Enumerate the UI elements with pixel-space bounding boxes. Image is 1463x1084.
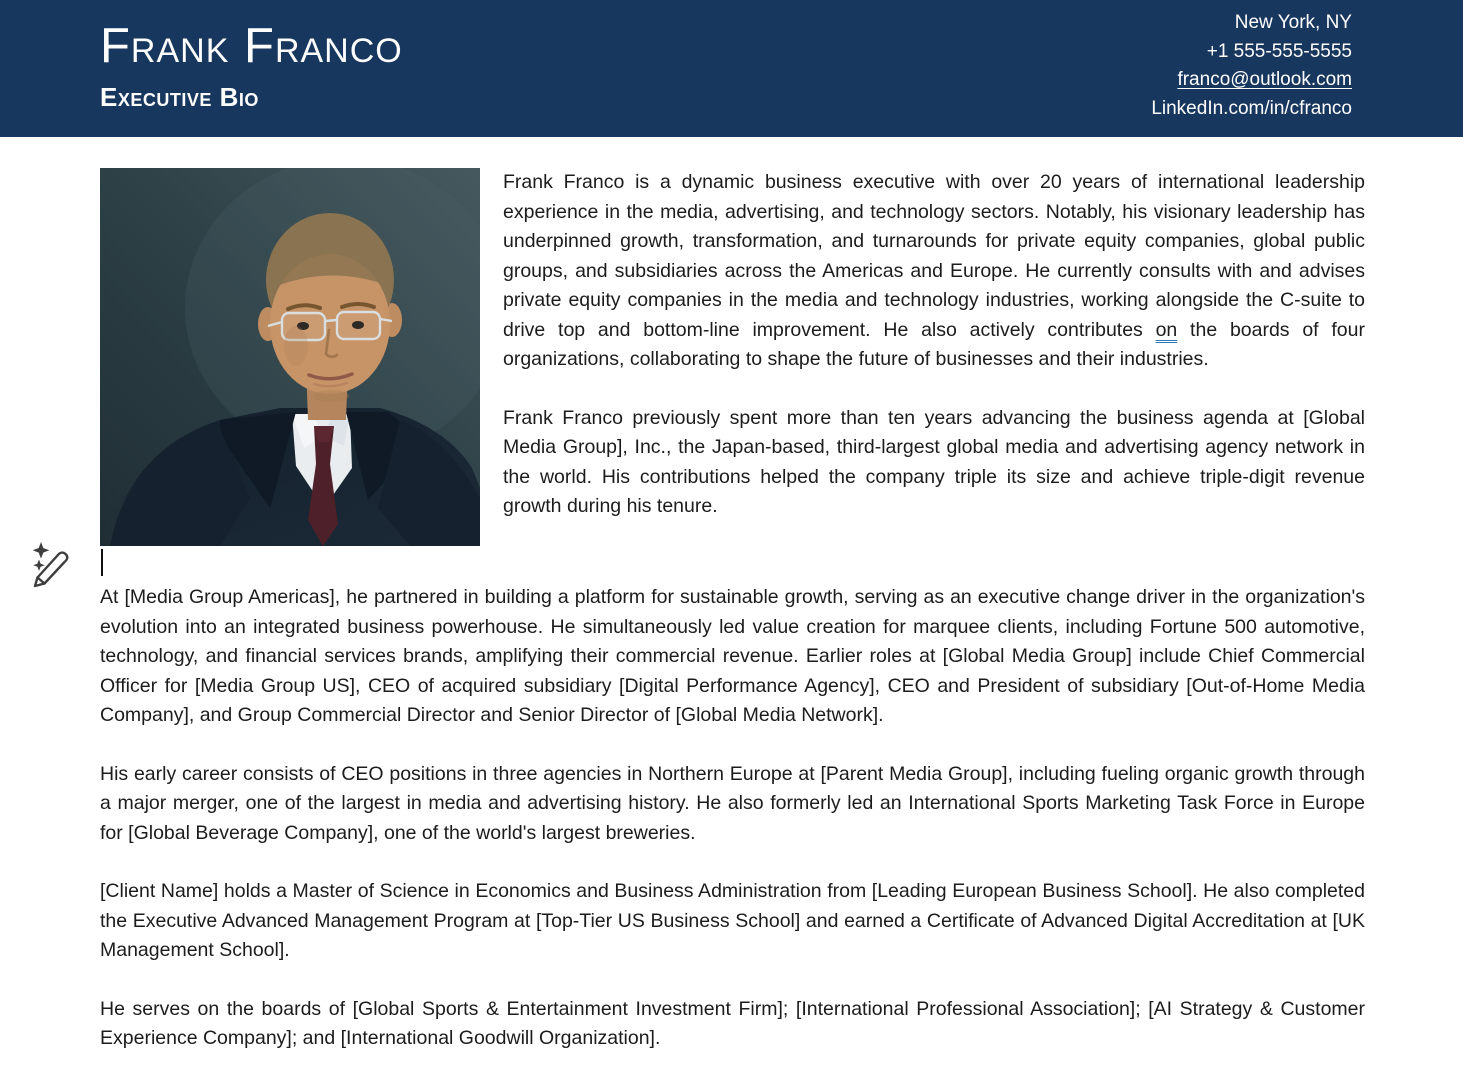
person-name: Frank Franco <box>100 19 403 73</box>
contact-location: New York, NY <box>1234 12 1352 33</box>
intro-section <box>100 168 1365 576</box>
text-cursor <box>101 549 103 576</box>
bio-paragraph-4: His early career consists of CEO positions in three agencies in Northern Europe at [Parent Media Group], including fueling organic growth through a major merger, one of the largest in media and advertising history. He also formerly led an International Sports Marketing Task Force in Europe for [Global Beverage Company], one of the world's largest breweries. <box>100 762 1365 844</box>
doc-subtitle: Executive Bio <box>100 82 259 112</box>
pen-with-sparkles-icon <box>26 577 72 592</box>
contact-linkedin: LinkedIn.com/in/cfranco <box>1151 97 1352 119</box>
bio-paragraph-1 <box>503 168 1365 375</box>
bio-paragraph-3: At [Media Group Americas], he partnered in building a platform for sustainable growth, serving as an executive change driver in the organization's evolution into an integrated business powerhouse. He simultaneously led value creation for marquee clients, including Fortune 500 automotive, technology, and financial services brands, amplifying their commercial revenue. Earlier roles at [Global Media Group] include Chief Commercial Officer for [Media Group US], CEO of acquired subsidiary [Digital Performance Agency], CEO and President of subsidiary [Out-of-Home Media Company], and Group Commercial Director and Senior Director of [Global Media Network]. <box>100 586 1365 726</box>
intro-text-column <box>503 168 1365 522</box>
contact-email-link[interactable]: franco@outlook.com <box>1177 69 1352 90</box>
document-body <box>100 168 1365 1054</box>
contact-phone: +1 555-555-5555 <box>1206 40 1352 62</box>
bio-paragraph-6: He serves on the boards of [Global Sports & Entertainment Investment Firm]; [International Professional Association]; [AI Strategy & Customer Experience Company]; and [International Goodwill Organization]. <box>100 997 1365 1049</box>
copilot-pen-button[interactable] <box>26 541 72 589</box>
portrait-photo[interactable] <box>100 168 480 546</box>
header-banner <box>0 0 1463 137</box>
header-title-block <box>100 18 403 113</box>
paragraph-text: Frank Franco is a dynamic business executive with over 20 years of international leadership experience in the media, advertising, and technology sectors. Notably, his visionary leadership has underpinned growth, transformation, and turnarounds for private equity companies, global public groups, and subsidiaries across the Americas and Europe. He currently consults with and advises private equity companies in the media and technology industries, working alongside the C-suite to drive top and bottom-line improvement. He also actively contributes <box>503 171 1365 341</box>
contact-block <box>1151 9 1352 123</box>
grammar-flagged-word[interactable]: on <box>1155 318 1178 341</box>
bio-paragraph-2: Frank Franco previously spent more than ten years advancing the business agenda at [Global Media Group], Inc., the Japan-based, third-largest global media and advertising agency network in the world. His contributions helped the company triple its size and achieve triple-digit revenue growth during his tenure. <box>503 406 1365 517</box>
bio-paragraph-5: [Client Name] holds a Master of Science in Economics and Business Administration from [Leading European Business School]. He also completed the Executive Advanced Management Program at [Top-Tier US Business School] and earned a Certificate of Advanced Digital Accreditation at [UK Management School]. <box>100 880 1365 961</box>
photo-column <box>100 168 480 576</box>
paragraph-text: the boards of four organizations, collaborating to shape the future of businesses and their industries. <box>503 318 1365 370</box>
body-paragraphs <box>100 583 1365 1054</box>
